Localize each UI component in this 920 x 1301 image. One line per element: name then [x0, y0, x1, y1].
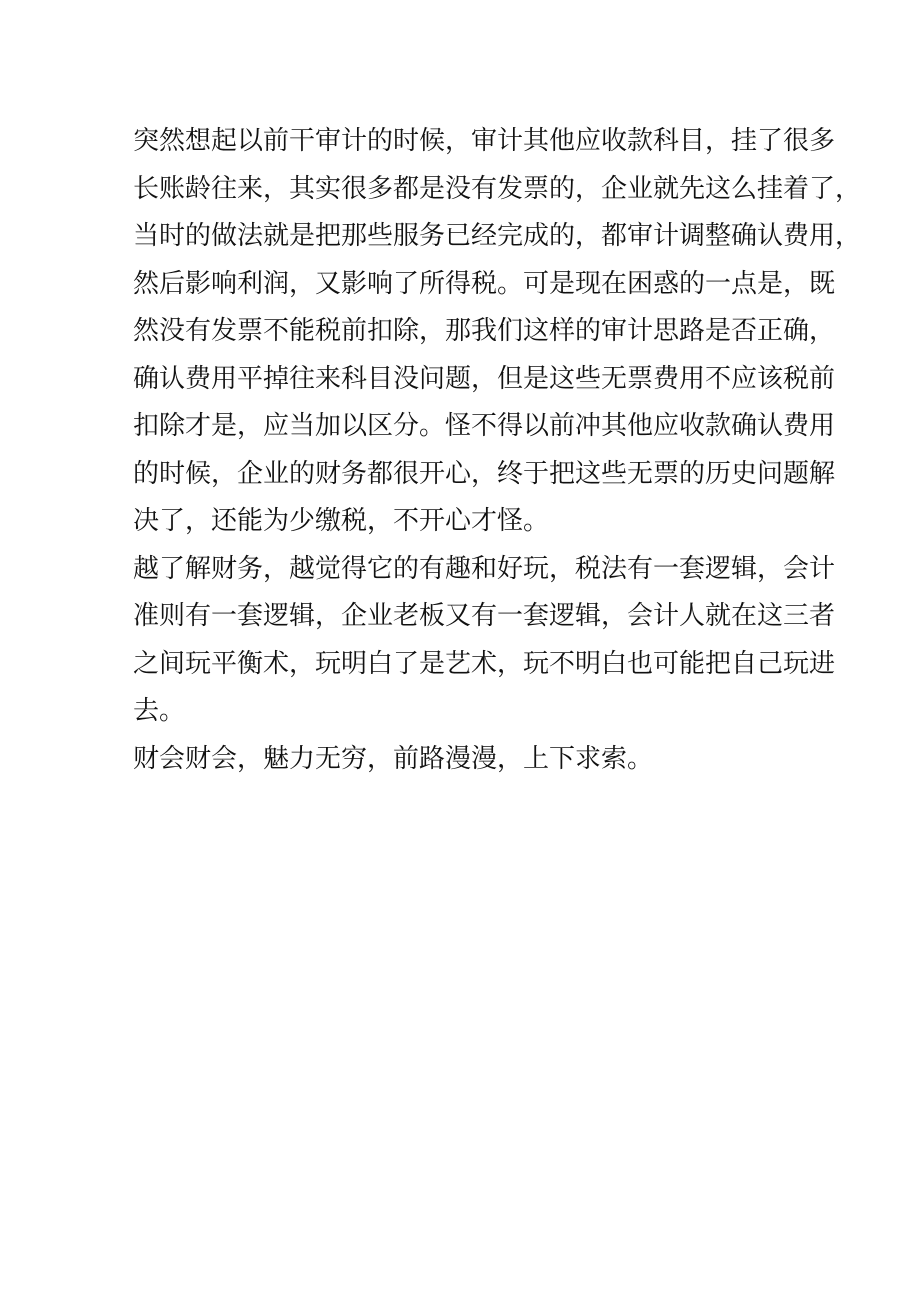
paragraph-line: 财会财会，魅力无穷，前路漫漫，上下求索。 — [133, 743, 654, 774]
document-body — [133, 118, 862, 783]
paragraph-line: 准则有一套逻辑，企业老板又有一套逻辑，会计人就在这三者 — [133, 601, 836, 631]
paragraph-line: 之间玩平衡术，玩明白了是艺术，玩不明白也可能把自己玩进 — [133, 648, 836, 679]
paragraph-2 — [133, 546, 836, 736]
paragraph-line: 然后影响利润，又影响了所得税。可是现在困惑的一点是，既 — [133, 268, 836, 299]
paragraph-line: 的时候，企业的财务都很开心，终于把这些无票的历史问题解 — [133, 458, 836, 489]
paragraph-3 — [133, 736, 833, 784]
paragraph-line: 长账龄往来，其实很多都是没有发票的，企业就先这么挂着了， — [133, 173, 862, 204]
paragraph-line: 扣除才是，应当加以区分。怪不得以前冲其他应收款确认费用 — [133, 411, 836, 441]
paragraph-line: 然没有发票不能税前扣除，那我们这样的审计思路是否正确， — [133, 316, 836, 346]
paragraph-line: 确认费用平掉往来科目没问题，但是这些无票费用不应该税前 — [133, 363, 836, 394]
paragraph-line: 决了，还能为少缴税，不开心才怪。 — [133, 506, 550, 536]
paragraph-line: 去。 — [133, 696, 186, 726]
paragraph-1 — [133, 118, 862, 546]
paragraph-line: 突然想起以前干审计的时候，审计其他应收款科目，挂了很多 — [133, 126, 836, 156]
paragraph-line: 当时的做法就是把那些服务已经完成的，都审计调整确认费用， — [133, 221, 862, 251]
paragraph-line: 越了解财务，越觉得它的有趣和好玩，税法有一套逻辑，会计 — [133, 553, 836, 584]
